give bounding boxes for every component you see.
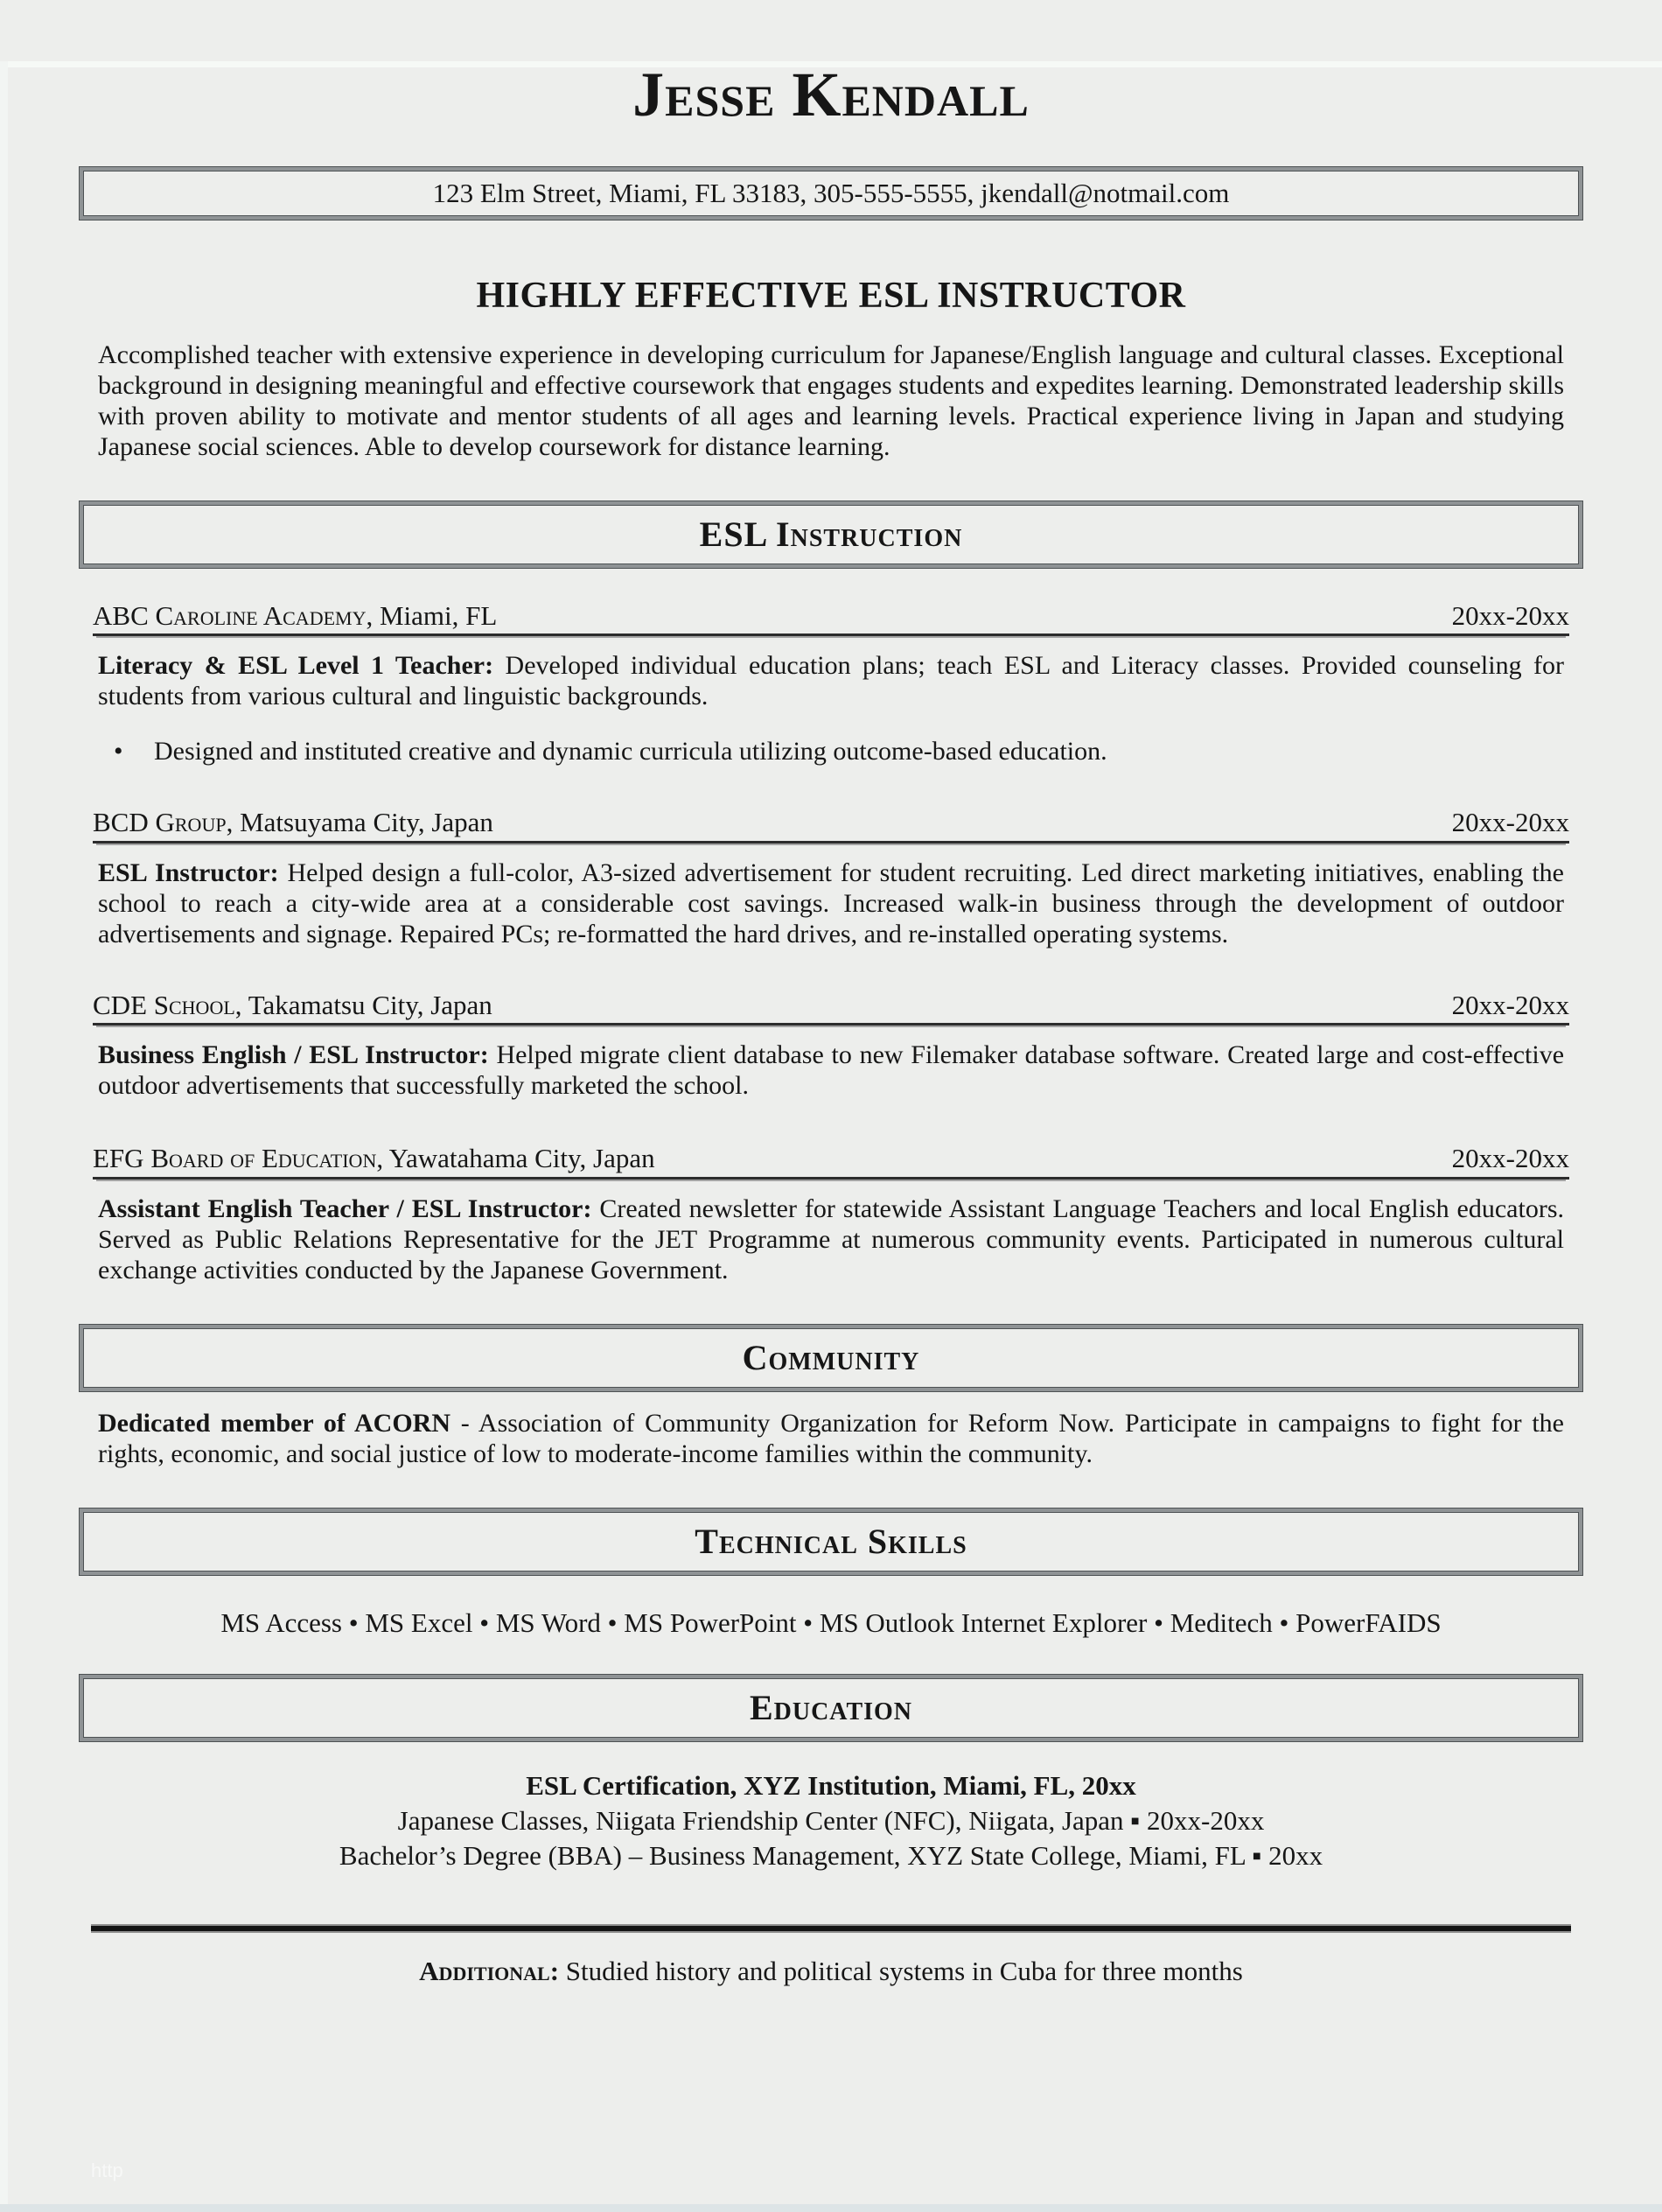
education-entry-bachelors: Bachelor’s Degree (BBA) – Business Management, XYZ State College, Miami, FL ▪ 20xx bbox=[339, 1840, 1323, 1872]
additional-label: Additional: bbox=[419, 1956, 560, 1987]
job-role: Business English / ESL Instructor: bbox=[98, 1040, 489, 1070]
section-title-community: Community bbox=[83, 1328, 1579, 1388]
job-dates: 20xx-20xx bbox=[1451, 807, 1569, 838]
additional-line bbox=[79, 1956, 1583, 1987]
section-banner-technical-skills bbox=[79, 1508, 1583, 1576]
bullet-icon: • bbox=[114, 737, 123, 766]
resume-document bbox=[79, 61, 1583, 1987]
employer-location: , Miami, FL bbox=[366, 599, 498, 631]
employer-name: EFG Board of Education bbox=[93, 1143, 377, 1174]
contact-line: 123 Elm Street, Miami, FL 33183, 305-555-5555, jkendall@notmail.com bbox=[83, 171, 1579, 215]
education-entry-certification: ESL Certification, XYZ Institution, Miami, FL, 20xx bbox=[526, 1770, 1136, 1802]
employer-line bbox=[93, 600, 497, 632]
bullet-text: Designed and instituted creative and dynamic curricula utilizing outcome-based education. bbox=[154, 737, 1107, 766]
candidate-name: Jesse Kendall bbox=[632, 60, 1030, 130]
skills-line: MS Access • MS Excel • MS Word • MS PowerPoint • MS Outlook Internet Explorer • Meditech • PowerFAIDS bbox=[220, 1607, 1442, 1639]
section-banner-community bbox=[79, 1324, 1583, 1392]
job-description: Literacy & ESL Level 1 Teacher: Developed individual education plans; teach ESL and Literacy classes. Provided counseling for students from various cultural and linguistic backgrounds. bbox=[98, 651, 1565, 711]
summary-paragraph: Accomplished teacher with extensive experience in developing curriculum for Japanese/English language and cultural classes. Exceptional background in designing meaningful and effective coursework that engages students and expedites learning. Demonstrated leadership skills with proven ability to motivate and mentor students of all ages and learning levels. Practical experience living in Japan and studying Japanese social sciences. Able to develop coursework for distance learning. bbox=[98, 340, 1564, 461]
job-heading bbox=[93, 807, 1569, 844]
bottom-rule bbox=[91, 1924, 1571, 1933]
employer-name: CDE School bbox=[93, 989, 235, 1020]
job-heading bbox=[93, 1143, 1569, 1180]
job-role: Assistant English Teacher / ESL Instructor: bbox=[98, 1194, 592, 1224]
employer-location: , Takamatsu City, Japan bbox=[234, 989, 492, 1020]
job-heading bbox=[93, 990, 1569, 1026]
job-dates: 20xx-20xx bbox=[1451, 1143, 1569, 1174]
community-text: - Association of Community Organization for Reform Now. Participate in campaigns to fight for the rights, economic, and social justice of low to moderate-income families within the community. bbox=[98, 1409, 1564, 1469]
section-title-education: Education bbox=[83, 1678, 1579, 1738]
page-edge-bottom bbox=[0, 2204, 1662, 2212]
community-paragraph bbox=[98, 1408, 1564, 1469]
section-title-esl-instruction: ESL Instruction bbox=[83, 505, 1579, 564]
employer-location: , Matsuyama City, Japan bbox=[226, 807, 493, 838]
faint-watermark: http bbox=[91, 2160, 123, 2181]
job-role: ESL Instructor: bbox=[98, 858, 279, 887]
resume-headline: HIGHLY EFFECTIVE ESL INSTRUCTOR bbox=[476, 275, 1186, 316]
employer-line bbox=[93, 807, 493, 838]
community-lead: Dedicated member of ACORN bbox=[98, 1409, 451, 1438]
education-entries bbox=[79, 1768, 1583, 1873]
job-dates: 20xx-20xx bbox=[1451, 599, 1569, 631]
employer-location: , Yawatahama City, Japan bbox=[376, 1143, 655, 1174]
job-bullet bbox=[114, 736, 1564, 766]
additional-text: Studied history and political systems in Cuba for three months bbox=[565, 1956, 1243, 1987]
section-banner-esl-instruction bbox=[79, 500, 1583, 569]
job-heading bbox=[93, 600, 1569, 637]
page-edge-left bbox=[0, 61, 8, 2212]
job-description: Business English / ESL Instructor: Helped migrate client database to new Filemaker database software. Created large and cost-effective outdoor advertisements that successfully marketed the school. bbox=[98, 1040, 1565, 1101]
job-description: Assistant English Teacher / ESL Instructor: Created newsletter for statewide Assistant Language Teachers and local English educators. Served as Public Relations Representative for the JET Programme at numerous community events. Participated in numerous cultural exchange activities conducted by the Japanese Government. bbox=[98, 1194, 1564, 1285]
contact-banner bbox=[79, 166, 1583, 220]
employer-line bbox=[93, 990, 492, 1021]
employer-line bbox=[93, 1143, 655, 1174]
employer-name: BCD Group bbox=[93, 807, 227, 838]
section-banner-education bbox=[79, 1674, 1583, 1742]
job-role: Literacy & ESL Level 1 Teacher: bbox=[98, 651, 494, 681]
job-description: ESL Instructor: Helped design a full-color, A3-sized advertisement for student recruiting. Led direct marketing initiatives, enabling the school to reach a city-wide area at a considerable cost savings. Increased walk-in business through the development of outdoor advertisements and signage. Repaired PCs; re-formatted the hard drives, and re-installed operating systems. bbox=[98, 858, 1564, 948]
employer-name: ABC Caroline Academy bbox=[93, 599, 367, 631]
section-title-technical-skills: Technical Skills bbox=[83, 1512, 1579, 1572]
education-entry-japanese-classes: Japanese Classes, Niigata Friendship Center (NFC), Niigata, Japan ▪ 20xx-20xx bbox=[397, 1805, 1265, 1837]
job-dates: 20xx-20xx bbox=[1451, 989, 1569, 1020]
